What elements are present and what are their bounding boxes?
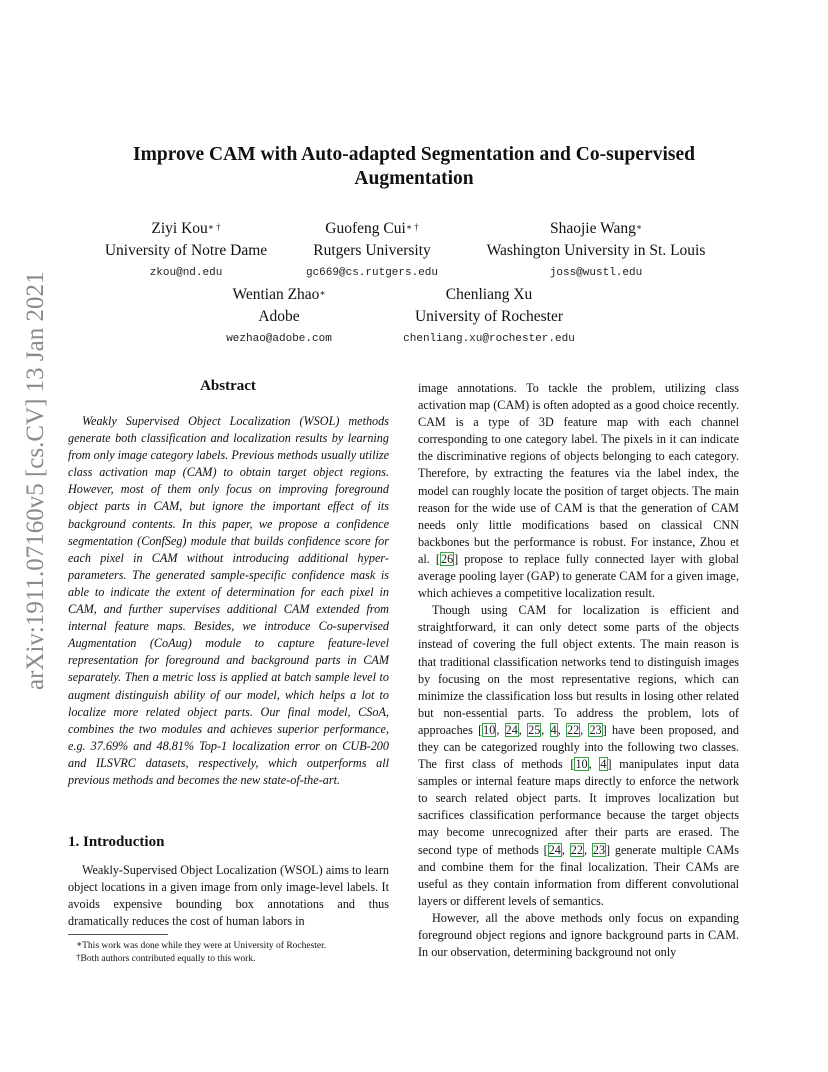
author-name: Guofeng Cui	[325, 220, 406, 237]
author-block-5	[359, 284, 619, 350]
text-run: manipulates input data samples or internal feature maps directly to enforce the network to search related object parts. It improves localization but sacrifices classification performance because the target objects may become unrecognized after their parts are erased. The second type of methods	[418, 757, 739, 857]
paragraph: image annotations. To tackle the problem, utilizing class activation map (CAM) is often adopted as a good choice recently. CAM is a type of 3D feature map with each channel corresponding to one category label. The pixels in it can indicate the discriminative regions of objects belonging to each category. Therefore, by extracting the features via the label index, the model can roughly locate the position of target objects. The main reason for the wide use of CAM is that the generation of CAM needs only little modifications based on classical CNN backbones but the performance is robust. For instance, Zhou et al. [26] propose to replace fully connected layer with global average pooling layer (GAP) to generate CAM for a given image, which achieves a competitive localization result.	[418, 381, 739, 601]
citation-group: 10, 4	[575, 757, 607, 772]
author-marks: ∗ †	[405, 222, 419, 232]
citation-group: 24, 22, 23	[548, 842, 606, 857]
title-line-2: Augmentation	[354, 168, 474, 189]
author-email[interactable]: gc669@cs.rutgers.edu	[305, 267, 439, 279]
author-affiliation: University of Rochester	[414, 308, 564, 325]
author-name: Ziyi Kou	[151, 220, 208, 237]
citation-link[interactable]: 4	[550, 722, 557, 737]
author-email[interactable]: wezhao@adobe.com	[226, 333, 332, 345]
introduction-left-text: Weakly-Supervised Object Localization (WSOL) aims to learn object locations in a given image from only image-level labels. It avoids expensive bounding box annotations and thus dramatically reduces the cost of human labors in	[68, 863, 389, 929]
footnote-mark: †	[76, 952, 81, 962]
citation-link[interactable]: 23	[589, 722, 602, 737]
abstract-text: Weakly Supervised Object Localization (WSOL) methods generate both classification and localization results by learning from only image category labels. Previous methods usually utilize class activation map (CAM) to obtain target object regions. However, most of them only focus on improving foreground object parts in CAM, but ignore the important effect of its background contents. In this paper, we propose a confidence segmentation (ConfSeg) module that builds confidence score for each pixel in CAM without introducing additional hyper-parameters. The generated sample-specific confidence mask is able to indicate the extent of determination for each pixel in CAM, and further supervises additional CAM extended from internal feature maps. Besides, we introduce Co-supervised Augmentation (CoAug) module to capture feature-level representation for foreground and background parts in CAM separately. Then a metric loss is applied at batch sample level to augment distinguish ability of our model, which helps a lot to localize more related object parts. Our final model, CSoA, combines the two modules and achieves superior performance, e.g. 37.69% and 48.81% Top-1 localization error on CUB-200 and ILSVRC datasets, respectively, which outperforms all previous methods and becomes the new state-of-the-art.	[68, 414, 389, 787]
author-affiliation: Rutgers University	[313, 242, 431, 259]
author-affiliation: University of Notre Dame	[104, 242, 268, 259]
author-block-3	[466, 218, 726, 284]
author-marks: ∗	[635, 222, 642, 232]
abstract-heading: Abstract	[200, 378, 256, 394]
citation-link[interactable]: 10	[575, 757, 588, 772]
title-line-1: Improve CAM with Auto-adapted Segmentation and Co-supervised	[133, 144, 695, 165]
paragraph: However, all the above methods only focus on expanding foreground object regions and ignore background parts in CAM. In our observation, determining background not only	[418, 910, 739, 960]
text-run: generate multiple CAMs and combine them for the final localization. Their CAMs are useful as they contain information from different convolutional layers or different levels of semantics.	[418, 842, 740, 908]
citation-link[interactable]: 24	[505, 722, 518, 737]
footnote-divider	[68, 934, 168, 935]
text-run: image annotations. To tackle the problem, utilizing class activation map (CAM) is often adopted as a good choice recently. CAM is a type of 3D feature map with each channel corresponding to one category label. The pixels in it can indicate the discriminative regions of objects belonging to each category. Therefore, by extracting the features via the label index, the model can roughly locate the position of target objects. The main reason for the wide use of CAM is that the generation of CAM needs only little modifications based on classical CNN backbones but the performance is robust. For instance, Zhou et al.	[418, 381, 739, 566]
citation-link[interactable]: 4	[600, 757, 607, 772]
citation-link[interactable]: 22	[566, 722, 580, 737]
footnote-1	[76, 940, 326, 952]
citation-link[interactable]: 22	[570, 842, 583, 857]
citation-link[interactable]: 26	[440, 551, 454, 566]
footnote-mark: ∗	[76, 939, 83, 949]
paper-title	[110, 143, 718, 191]
footnote-2	[76, 953, 255, 965]
author-name: Chenliang Xu	[445, 286, 533, 303]
author-email[interactable]: zkou@nd.edu	[149, 267, 223, 279]
author-block-2	[242, 218, 502, 284]
author-marks: ∗ †	[207, 222, 221, 232]
paragraph: Though using CAM for localization is efficient and straightforward, it can only detect some parts of the objects instead of covering the full object extents. The main reason is that traditional classification networks tend to distinguish images by focusing on the most representative regions, which can minimize the classification loss but results in losing other related but non-essential parts. To address the problem, lots of approaches [10, 24, 25, 4, 22, 23] have been proposed, and they can be categorized roughly into the following two classes. The first class of methods [10, 4] manipulates input data samples or internal feature maps directly to enforce the network to search related object parts. It improves localization but sacrifices classification performance because the target objects may become unrecognized after their parts are erased. The second type of methods [24, 22, 23] generate multiple CAMs and combine them for the final localization. Their CAMs are useful as they contain information from different convolutional layers or different levels of semantics.	[418, 603, 740, 908]
text-run: propose to replace fully connected layer with global average pooling layer (GAP) to generate CAM for a given image, which achieves a competitive localization result.	[418, 551, 739, 601]
author-email[interactable]: joss@wustl.edu	[549, 267, 643, 279]
right-column	[418, 380, 739, 961]
arxiv-stamp: arXiv:1911.07160v5 [cs.CV] 13 Jan 2021	[22, 271, 49, 690]
citation-group	[440, 552, 454, 566]
author-marks: ∗	[319, 288, 326, 298]
footnote-text: This work was done while they were at University of Rochester.	[82, 941, 327, 951]
citation-group: 10, 24, 25, 4, 22, 23	[483, 722, 602, 737]
author-email[interactable]: chenliang.xu@rochester.edu	[403, 333, 575, 345]
author-name: Shaojie Wang	[550, 220, 636, 237]
author-affiliation: Adobe	[258, 308, 300, 325]
author-affiliation: Washington University in St. Louis	[486, 242, 706, 259]
introduction-heading: 1. Introduction	[68, 834, 165, 850]
citation-link[interactable]: 25	[528, 722, 541, 737]
author-name: Wentian Zhao	[232, 286, 320, 303]
text-run: have been proposed, and they can be categorized roughly into the following two classes. The first class of methods	[418, 722, 740, 772]
footnote-text: Both authors contributed equally to this work.	[80, 954, 256, 964]
citation-link[interactable]: 24	[548, 842, 561, 857]
text-run: Though using CAM for localization is efficient and straightforward, it can only detect some parts of the objects instead of covering the full object extents. The main reason is that traditional classification networks tend to distinguish images by focusing on the most representative regions, which can minimize the classification loss but results in losing other related but non-essential parts. To address the problem, lots of approaches	[418, 603, 739, 737]
citation-link[interactable]: 23	[592, 842, 606, 857]
citation-link[interactable]: 10	[483, 722, 496, 737]
